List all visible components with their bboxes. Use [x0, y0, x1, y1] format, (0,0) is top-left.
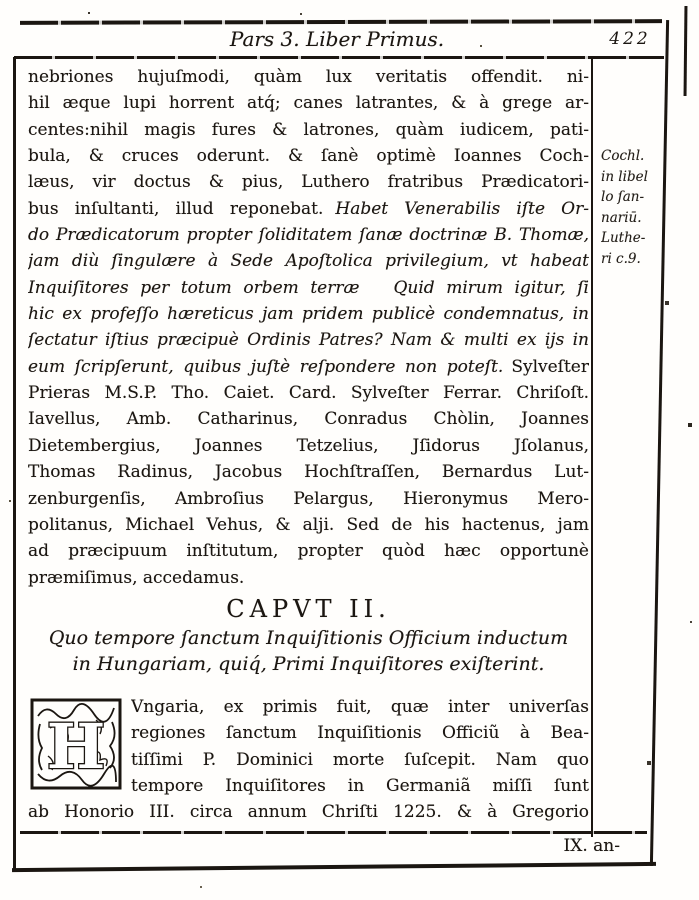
text-segment: ſectatur iſtius præcipuè Ordinis Patres? Nam & multi ex ijs in: [28, 330, 589, 351]
text-line: [131, 720, 589, 746]
page-number: 422: [609, 29, 651, 49]
text-segment: Thomas Radinus, Jacobus Hochſtraſſen, Bernardus Lut-: [28, 462, 589, 483]
text-segment: hic ex profeſſo hæreticus jam pridem publicè condemnatus, in: [28, 304, 589, 325]
text-line: [28, 512, 589, 538]
text-segment: Dietembergius, Joannes Tetzelius, Jſidorus Jſolanus,: [28, 435, 589, 456]
text-segment: eum ſcripſerunt, quibus juſtè reſpondere non poteſt.: [28, 356, 504, 377]
margin-note: [601, 146, 671, 269]
main-text-column: [28, 64, 589, 677]
text-line: [131, 694, 589, 720]
text-line: [131, 773, 589, 799]
chapter-subtitle-line: Quo tempore ſanctum Inquiſitionis Officium inductum: [48, 626, 569, 649]
text-line: [131, 747, 589, 773]
text-segment: hil æque lupi horrent atq́; canes latrantes, & à grege ar-: [28, 93, 589, 114]
bottom-text-rule: [20, 831, 647, 834]
text-line: [28, 248, 589, 274]
text-segment: Quid mirum igitur, ſi: [393, 277, 589, 298]
text-line: [28, 301, 589, 327]
text-segment: tempore Inquiſitores in Germaniã miſſi ſunt: [131, 776, 589, 797]
text-line: [28, 799, 589, 825]
chapter-subtitle: [28, 625, 589, 677]
text-segment: politanus, Michael Vehus, & alji. Sed de his hactenus, jam: [28, 514, 589, 535]
text-segment: Sylveſter: [511, 356, 589, 377]
margin-note-line: Cochl.: [601, 148, 645, 164]
text-line: [28, 538, 589, 564]
text-segment: læus, vir doctus & pius, Luthero fratribus Prædicatori-: [28, 172, 589, 193]
text-line: [28, 169, 589, 195]
text-line: [28, 275, 589, 301]
running-header-title: Pars 3. Liber Primus.: [229, 27, 445, 51]
text-line: [28, 143, 589, 169]
text-segment: Habet Venerabilis iſte Or-: [335, 198, 589, 219]
margin-note-line: in libel: [601, 168, 648, 185]
text-segment: bus inſultanti, illud reponebat.: [28, 198, 324, 219]
text-segment: præmiſimus, accedamus.: [28, 567, 245, 588]
text-line: [28, 406, 589, 432]
left-border-rule: [13, 57, 16, 870]
text-line: [28, 459, 589, 485]
page-edge-line: [684, 6, 688, 96]
text-line: [28, 380, 589, 406]
text-segment: bula, & cruces oderunt. & ſanè optimè Ioannes Coch-: [28, 146, 589, 167]
text-segment: Iavellus, Amb. Catharinus, Conradus Chòlin, Joannes: [28, 409, 589, 430]
chapter-heading: CAPVT II.: [226, 594, 391, 623]
text-line: [28, 117, 589, 143]
text-line: [28, 222, 589, 248]
paragraph-2: [28, 694, 589, 826]
text-segment: Vngaria, ex primis fuit, quæ inter univerſas: [131, 697, 589, 717]
scan-noise: [0, 0, 2, 2]
text-line: [28, 327, 589, 353]
text-segment: Inquiſitores per totum orbem terræ: [28, 277, 360, 298]
text-segment: jam diù ſingulære à Sede Apoſtolica privilegium, vt habeat: [28, 251, 589, 272]
text-segment: zenburgenſis, Ambroſius Pelargus, Hieronymus Mero-: [28, 488, 589, 509]
text-segment: do Prædicatorum propter ſoliditatem ſanæ doctrinæ B. Thomæ,: [28, 225, 589, 246]
text-segment: tiſſimi P. Dominici morte ſuſcepit. Nam quo: [131, 749, 589, 770]
text-line: [28, 354, 589, 380]
chapter-subtitle-line: in Hungariam, quiq́, Primi Inquiſitores exiſterint.: [72, 652, 545, 675]
text-segment: centes:nihil magis fures & latrones, quàm iudicem, pati-: [28, 119, 589, 140]
text-line: [28, 565, 589, 591]
header-rule: [14, 56, 664, 59]
drop-cap-letter: H: [46, 710, 106, 783]
text-line: [28, 196, 589, 222]
paragraph-2-full-lines: [28, 799, 589, 825]
inner-right-rule: [591, 57, 593, 837]
paragraph-2-indented-lines: [28, 694, 589, 799]
text-segment: ab Honorio III. circa annum Chriſti 1225. & à Gregorio: [28, 802, 589, 823]
margin-note-line: lo ſan-: [601, 189, 645, 205]
text-segment: ad præcipuum inſtitutum, propter quòd hæc opportunè: [28, 541, 589, 562]
margin-note-line: Luthe-: [601, 230, 646, 246]
margin-note-line: ri c.9.: [601, 250, 641, 267]
text-line: [28, 90, 589, 116]
text-line: [28, 433, 589, 459]
catchword: IX. an-: [563, 836, 620, 856]
text-line: [28, 486, 589, 512]
bottom-border-rule: [12, 862, 656, 872]
text-segment: Prieras M.S.P. Tho. Caiet. Card. Sylveſter Ferrar. Chriſoſt.: [28, 383, 589, 404]
text-segment: nebriones hujuſmodi, quàm lux veritatis offendit. ni-: [28, 67, 589, 87]
top-rule: [20, 19, 662, 25]
margin-note-line: nariū.: [601, 209, 642, 226]
text-line: [28, 64, 589, 90]
text-segment: regiones ſanctum Inquiſitionis Officiũ à Bea-: [131, 723, 589, 744]
paragraph-1: [28, 64, 589, 591]
